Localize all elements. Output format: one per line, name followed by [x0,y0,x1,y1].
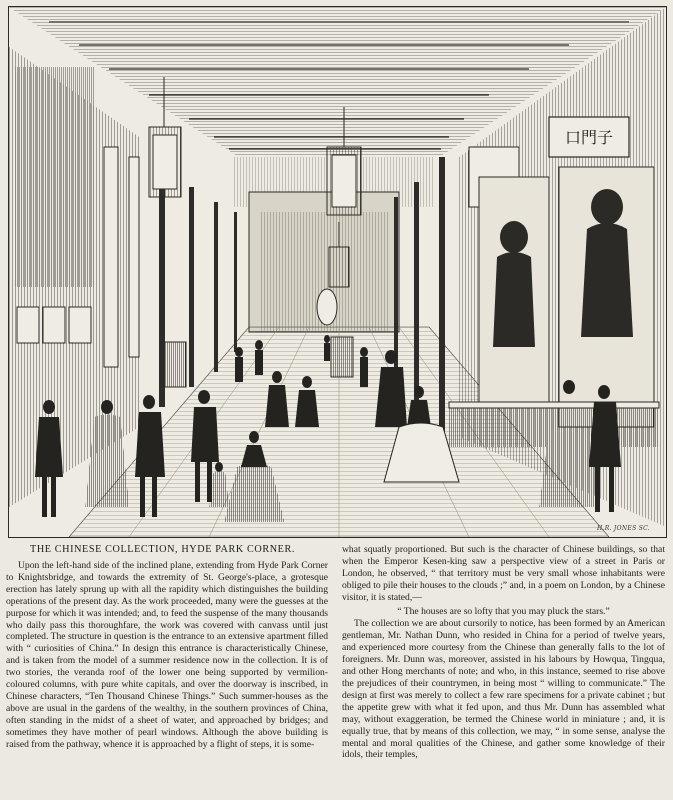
article-left-column [6,560,328,751]
article-paragraph: Upon the left-hand side of the inclined plane, extending from Hyde Park Corner to Knightsbridge, and towards the extremity of St. George's-place, a grotesque erection has lately sprung up with all the rapidity which distinguishes the building operations of the present day. As the work proceeded, many were the guesses at the purpose for which it was intended; and, to feed the suspense of the many thousands who daily pass this thoroughfare, the work was covered with canvass until just completed. The structure in question is the entrance to an extensive apartment filled with “ curiosities of China.” In design this entrance is characteristically Chinese, and is taken from the model of a summer residence now in the collection. It is of two stories, the veranda roof of the lower one being supported by vermilion-coloured columns, with pure white capitals, and over the doorway is inscribed, in Chinese characters, “Ten Thousand Chinese Things.” Such summer-houses as the above are usual in the gardens of the wealthy, in the southern provinces of China, often standing in the midst of a sheet of water, and approached by bridges; and sometimes they have mother of pearl windows. Although the above building is raised from the pathway, whence it is approached by a flight of steps, it is some- [6,560,328,750]
chinese-sign-text: 口門子 [564,128,614,147]
article-right-column [342,544,665,761]
article-title: THE CHINESE COLLECTION, HYDE PARK CORNER. [30,544,296,555]
article-paragraph: The collection we are about cursorily to notice, has been formed by an American gentleman, Mr. Nathan Dunn, who resided in China for a period of twelve years, and experienced more courtesy from the Chinese than generally falls to the lot of foreigners. Mr. Dunn was, moreover, assisted in his labours by Howqua, Tingqua, and other Hong merchants of note; and who, in this instance, seemed to rise above the prejudices of their countrymen, in being most “ willing to communicate.” The design at first was merely to collect a few rare specimens for a private cabinet ; but the appetite grew with what it fed upon, and thus Mr. Dunn has assembled what may, without exaggeration, be termed the Chinese world in miniature ; and, it is equally true, that by means of this collection, we may, “ in some sense, analyse the mental and moral qualities of the Chinese, and gather some knowledge of their idols, their temples, [342,618,665,761]
article-paragraph: what squatly proportioned. But such is the character of Chinese buildings, so that when the Emperor Kesen-king saw a perspective view of a street in Paris or London, he observed, “ that territory must be very small whose inhabitants were obliged to pile their houses to the clouds ;” and, in a poem on London, by a Chinese visitor, it is stated,— [342,544,665,603]
engraver-credit: H.R. JONES SC. [596,525,650,532]
engraving-illustration [8,6,667,538]
poem-quote: “ The houses are so lofty that you may pluck the stars.” [397,605,610,617]
chinese-collection-hall-engraving [9,7,666,537]
